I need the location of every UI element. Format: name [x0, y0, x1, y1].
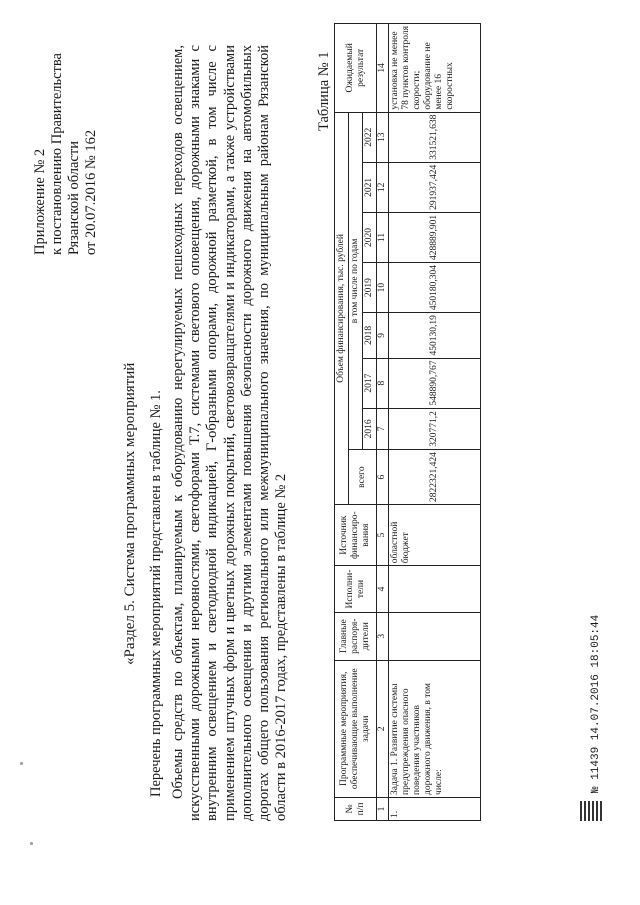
funding-paragraph: Объемы средств по объектам, планируемым к оборудованию нерегулируемых пешеходных переходов освещением, искусственными дорожными неровностями, светофорами Т.7, системами светового оповещения, дорожными знаками с внутренним освещением и светодиодной индикацией, Г-образными опорами, дорожной разметкой, в том числе с применением штучных форм и цветных дорожных покрытий, световозвращателями и индикаторами, а также устройствами дополнительного освещения и другими элементами повышения безопасности дорожного движения на автомобильных дорогах общего пользования регионального или межмуниципального значения, по муниципальным районам Рязанской области в 2016-2017 годах, представлены в таблице № 2 [170, 45, 290, 821]
header-num: № п/п [335, 797, 377, 820]
header-year: 2020 [363, 212, 377, 262]
row-2020: 428889,901 [389, 212, 481, 262]
column-number: 12 [377, 162, 389, 212]
column-number: 6 [377, 450, 389, 505]
column-number: 5 [377, 505, 389, 566]
row-manager [389, 612, 481, 660]
header-year: 2022 [363, 112, 377, 162]
column-number-row [377, 24, 389, 821]
header-expected: Ожидаемый результат [335, 24, 377, 113]
column-number: 1 [377, 797, 389, 820]
barcode-icon [580, 801, 604, 821]
header-year: 2019 [363, 263, 377, 313]
column-number: 10 [377, 263, 389, 313]
column-number: 3 [377, 612, 389, 660]
column-number: 11 [377, 212, 389, 262]
scan-speck [30, 842, 33, 845]
table-row [389, 24, 481, 821]
header-year: 2018 [363, 313, 377, 358]
row-2017: 548890,767 [389, 358, 481, 408]
list-intro: Перечень программных мероприятий представлен в таблице № 1. [148, 390, 164, 797]
header-line-4: от 20.07.2016 № 162 [83, 129, 99, 255]
row-executor [389, 566, 481, 613]
header-executor: Исполни- тели [335, 566, 377, 613]
column-number: 2 [377, 660, 389, 797]
header-by-year: в том числе по годам [349, 112, 363, 450]
column-number: 13 [377, 112, 389, 162]
row-source: областной бюджет [389, 505, 481, 566]
column-number: 7 [377, 408, 389, 450]
header-measure: Программные мероприятия, обеспечивающие выполнение задачи [335, 660, 377, 797]
header-line-1: Приложение № 2 [32, 148, 48, 255]
row-2018: 450130,19 [389, 313, 481, 358]
header-source: Источник финансиро- вания [335, 505, 377, 566]
table-label: Таблица № 1 [316, 51, 332, 131]
section-title: «Раздел 5. Система программных мероприятий [122, 362, 138, 665]
header-funding: Объем финансирования, тыс. рублей [335, 112, 349, 504]
column-number: 14 [377, 24, 389, 113]
header-manager: Главные распоря- дители [335, 612, 377, 660]
column-number: 8 [377, 358, 389, 408]
approval-header [32, 55, 100, 255]
header-line-2: к постановлению Правительства [49, 53, 65, 255]
header-year: 2017 [363, 358, 377, 408]
row-expected: установка не менее 78 пунктов контроля скорости; оборудование не менее 16 скоростных [389, 24, 481, 113]
row-2019: 450180,304 [389, 263, 481, 313]
row-total: 2822321,424 [389, 450, 481, 505]
header-total: всего [349, 450, 377, 505]
row-2021: 291937,424 [389, 162, 481, 212]
row-num: 1. [389, 797, 481, 820]
column-number: 9 [377, 313, 389, 358]
scan-speck [20, 762, 23, 765]
header-year: 2021 [363, 162, 377, 212]
header-line-3: Рязанской области [66, 141, 82, 255]
registration-footer: № 11439 14.07.2016 18:05:44 [590, 614, 602, 793]
row-2022: 331521,638 [389, 112, 481, 162]
column-number: 4 [377, 566, 389, 613]
measures-table [334, 23, 481, 821]
row-measure: Задача 1. Развитие системы предупреждения опасного поведения участников дорожного движения, в том числе: [389, 660, 481, 797]
row-2016: 320771,2 [389, 408, 481, 450]
header-year: 2016 [363, 408, 377, 450]
